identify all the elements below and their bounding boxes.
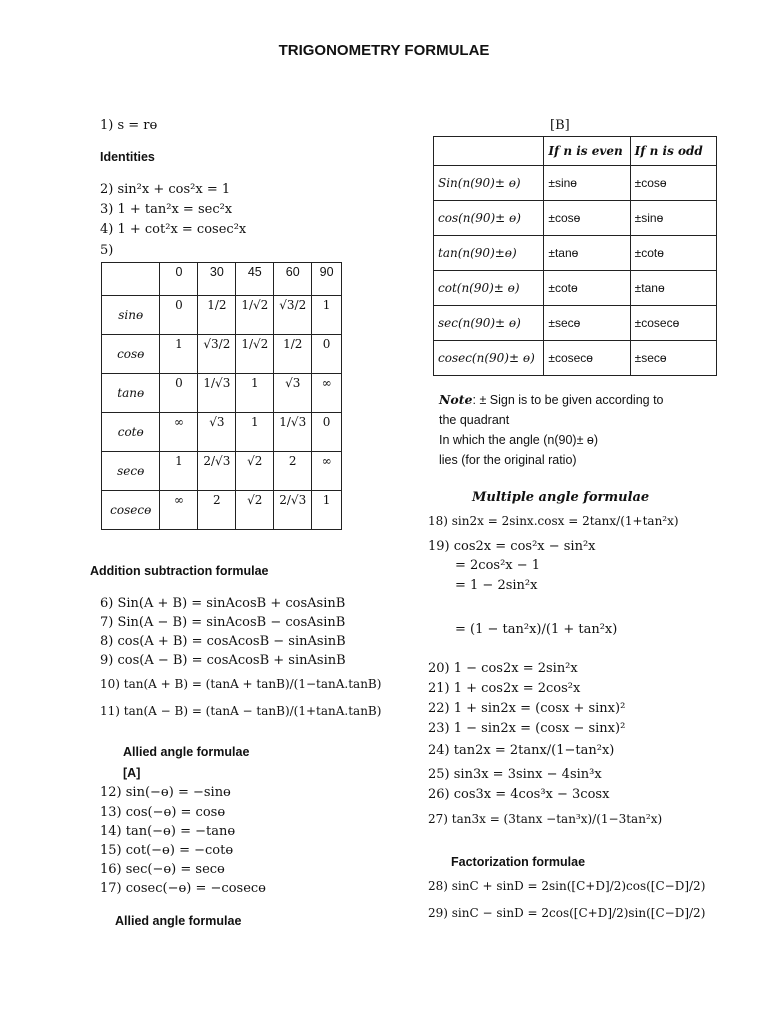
odd-cell: ±secɵ xyxy=(630,341,716,376)
table-row xyxy=(434,166,717,201)
formula-21: 21) 1 + cos2x = 2cos²x xyxy=(428,681,581,696)
formula-19d: = (1 − tan²x)/(1 + tan²x) xyxy=(455,622,618,637)
function-cell: Sin(n(90)± ɵ) xyxy=(434,166,544,201)
formula-6: 6) Sin(A + B) = sinAcosB + cosAsinB xyxy=(100,596,346,611)
value-cell: 0 xyxy=(312,335,342,374)
value-cell: 1 xyxy=(312,491,342,530)
formula-22: 22) 1 + sin2x = (cosx + sinx)² xyxy=(428,701,626,716)
formula-29: 29) sinC − sinD = 2cos([C+D]/2)sin([C−D]/2) xyxy=(428,906,706,920)
odd-cell: ±cosecɵ xyxy=(630,306,716,341)
formula-8: 8) cos(A + B) = cosAcosB − sinAsinB xyxy=(100,634,346,649)
formula-18: 18) sin2x = 2sinx.cosx = 2tanx/(1+tan²x) xyxy=(428,514,679,528)
function-cell: tanɵ xyxy=(102,374,160,413)
table-row xyxy=(434,306,717,341)
function-cell: cosec(n(90)± ɵ) xyxy=(434,341,544,376)
table-header-cell: 45 xyxy=(236,263,274,296)
formula-19a: 19) cos2x = cos²x − sin²x xyxy=(428,539,596,554)
value-cell: 1 xyxy=(236,374,274,413)
even-cell: ±cosecɵ xyxy=(544,341,630,376)
table-row xyxy=(434,341,717,376)
table-header-cell: 60 xyxy=(274,263,312,296)
formula-28: 28) sinC + sinD = 2sin([C+D]/2)cos([C−D]/2) xyxy=(428,879,706,893)
formula-9: 9) cos(A − B) = cosAcosB + sinAsinB xyxy=(100,653,346,668)
even-cell: ±tanɵ xyxy=(544,236,630,271)
formula-19c: = 1 − 2sin²x xyxy=(455,578,538,593)
trig-values-table xyxy=(101,262,342,530)
table-header-cell: 30 xyxy=(198,263,236,296)
value-cell: 1/2 xyxy=(274,335,312,374)
formula-25: 25) sin3x = 3sinx − 4sin³x xyxy=(428,767,602,782)
even-cell: ±cosɵ xyxy=(544,201,630,236)
formula-1: 1) s = rɵ xyxy=(100,118,158,133)
table-header-cell xyxy=(434,137,544,166)
formula-15: 15) cot(−ɵ) = −cotɵ xyxy=(100,843,234,858)
odd-cell: ±tanɵ xyxy=(630,271,716,306)
value-cell: 2/√3 xyxy=(198,452,236,491)
value-cell: 1/2 xyxy=(198,296,236,335)
table-row xyxy=(102,335,342,374)
value-cell: 2/√3 xyxy=(274,491,312,530)
table-row xyxy=(434,201,717,236)
odd-cell: ±cotɵ xyxy=(630,236,716,271)
table-row xyxy=(102,374,342,413)
value-cell: √2 xyxy=(236,452,274,491)
page-title: TRIGONOMETRY FORMULAE xyxy=(278,42,490,59)
table-row xyxy=(434,271,717,306)
value-cell: √3/2 xyxy=(274,296,312,335)
note-label: Note xyxy=(439,392,473,407)
value-cell: ∞ xyxy=(160,413,198,452)
table-row xyxy=(102,413,342,452)
value-cell: √3 xyxy=(198,413,236,452)
value-cell: √2 xyxy=(236,491,274,530)
allied-angle-table-b xyxy=(433,136,717,376)
even-cell: ±cotɵ xyxy=(544,271,630,306)
note-line-2: the quadrant xyxy=(439,413,510,427)
function-cell: cosɵ xyxy=(102,335,160,374)
allied-angle-heading: Allied angle formulae xyxy=(123,745,250,759)
value-cell: 1/√3 xyxy=(198,374,236,413)
formula-5-label: 5) xyxy=(100,243,114,258)
even-cell: ±secɵ xyxy=(544,306,630,341)
table-header-cell: 0 xyxy=(160,263,198,296)
formula-12: 12) sin(−ɵ) = −sinɵ xyxy=(100,785,231,800)
table-header-cell: If n is even xyxy=(544,137,630,166)
value-cell: 1 xyxy=(160,335,198,374)
table-header-cell xyxy=(102,263,160,296)
formula-20: 20) 1 − cos2x = 2sin²x xyxy=(428,661,578,676)
value-cell: 1 xyxy=(236,413,274,452)
value-cell: 1 xyxy=(160,452,198,491)
formula-19b: = 2cos²x − 1 xyxy=(455,558,541,573)
table-row xyxy=(434,236,717,271)
table-row xyxy=(102,491,342,530)
function-cell: sec(n(90)± ɵ) xyxy=(434,306,544,341)
addition-subtraction-heading: Addition subtraction formulae xyxy=(90,564,269,578)
factorization-heading: Factorization formulae xyxy=(451,855,586,869)
even-cell: ±sinɵ xyxy=(544,166,630,201)
value-cell: 0 xyxy=(160,374,198,413)
value-cell: 0 xyxy=(312,413,342,452)
function-cell: sinɵ xyxy=(102,296,160,335)
value-cell: √3/2 xyxy=(198,335,236,374)
formula-2: 2) sin²x + cos²x = 1 xyxy=(100,182,231,197)
value-cell: 0 xyxy=(160,296,198,335)
table-header-cell: If n is odd xyxy=(630,137,716,166)
formula-27: 27) tan3x = (3tanx −tan³x)/(1−3tan²x) xyxy=(428,812,663,826)
value-cell: 1 xyxy=(312,296,342,335)
table-row xyxy=(102,296,342,335)
allied-angle-heading-2: Allied angle formulae xyxy=(115,914,242,928)
note-text-1: : ± Sign is to be given according to xyxy=(472,393,664,407)
value-cell: ∞ xyxy=(312,452,342,491)
value-cell: 2 xyxy=(274,452,312,491)
identities-heading: Identities xyxy=(100,150,155,164)
value-cell: ∞ xyxy=(312,374,342,413)
formula-4: 4) 1 + cot²x = cosec²x xyxy=(100,222,247,237)
formula-24: 24) tan2x = 2tanx/(1−tan²x) xyxy=(428,743,615,758)
function-cell: cotɵ xyxy=(102,413,160,452)
table-b-label: [B] xyxy=(550,118,570,133)
formula-14: 14) tan(−ɵ) = −tanɵ xyxy=(100,824,236,839)
value-cell: 1/√2 xyxy=(236,335,274,374)
table-row xyxy=(102,452,342,491)
value-cell: 2 xyxy=(198,491,236,530)
function-cell: cosecɵ xyxy=(102,491,160,530)
value-cell: ∞ xyxy=(160,491,198,530)
table-header-row xyxy=(102,263,342,296)
formula-3: 3) 1 + tan²x = sec²x xyxy=(100,202,233,217)
odd-cell: ±cosɵ xyxy=(630,166,716,201)
note-block xyxy=(439,390,739,470)
formula-10: 10) tan(A + B) = (tanA + tanB)/(1−tanA.tanB) xyxy=(100,677,382,691)
multiple-angle-heading: Multiple angle formulae xyxy=(472,490,650,505)
odd-cell: ±sinɵ xyxy=(630,201,716,236)
formula-23: 23) 1 − sin2x = (cosx − sinx)² xyxy=(428,721,626,736)
function-cell: tan(n(90)±ɵ) xyxy=(434,236,544,271)
formula-7: 7) Sin(A − B) = sinAcosB − cosAsinB xyxy=(100,615,346,630)
note-line-1 xyxy=(439,390,739,410)
note-line-3: In which the angle (n(90)± ɵ) xyxy=(439,433,599,447)
table-header-cell: 90 xyxy=(312,263,342,296)
formula-26: 26) cos3x = 4cos³x − 3cosx xyxy=(428,787,610,802)
formula-13: 13) cos(−ɵ) = cosɵ xyxy=(100,805,226,820)
value-cell: 1/√3 xyxy=(274,413,312,452)
function-cell: cos(n(90)± ɵ) xyxy=(434,201,544,236)
value-cell: √3 xyxy=(274,374,312,413)
value-cell: 1/√2 xyxy=(236,296,274,335)
formula-11: 11) tan(A − B) = (tanA − tanB)/(1+tanA.tanB) xyxy=(100,704,382,718)
function-cell: cot(n(90)± ɵ) xyxy=(434,271,544,306)
formula-16: 16) sec(−ɵ) = secɵ xyxy=(100,862,225,877)
function-cell: secɵ xyxy=(102,452,160,491)
table-header-row xyxy=(434,137,717,166)
formula-17: 17) cosec(−ɵ) = −cosecɵ xyxy=(100,881,266,896)
note-line-4: lies (for the original ratio) xyxy=(439,453,577,467)
allied-angle-sublabel: [A] xyxy=(123,766,141,780)
